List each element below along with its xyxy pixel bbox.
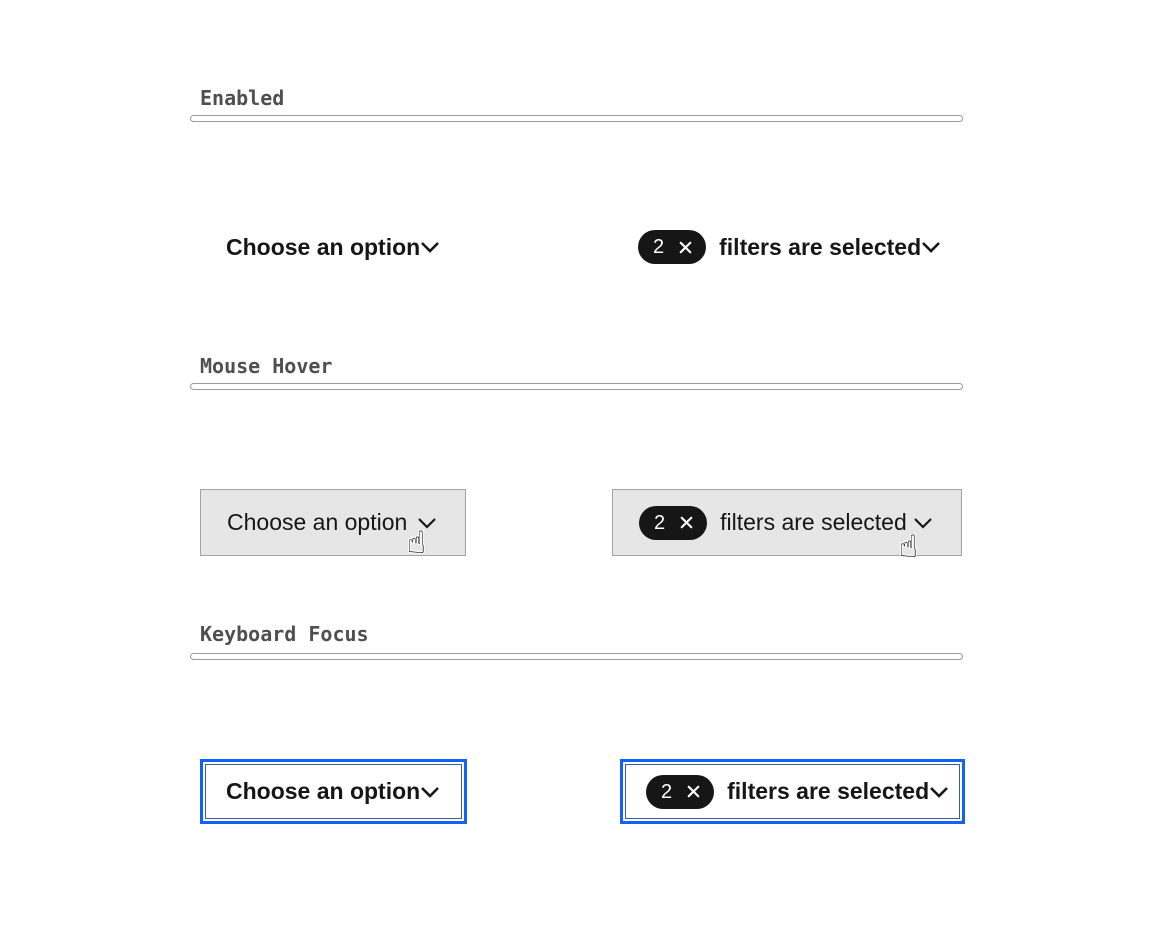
close-icon[interactable]: [678, 514, 695, 531]
section-title-mouse-hover: Mouse Hover: [200, 354, 333, 378]
selected-count-tag[interactable]: [639, 506, 707, 540]
tag-count: 2: [654, 511, 666, 534]
selected-count-tag[interactable]: [638, 230, 706, 264]
section-divider: [190, 383, 963, 390]
hand-cursor-icon: ☝: [407, 525, 426, 561]
dropdown-label: Choose an option: [226, 778, 421, 804]
chevron-down-icon: [929, 786, 949, 798]
multiselect-label: filters are selected: [727, 778, 930, 804]
close-icon[interactable]: [685, 783, 702, 800]
section-divider: [190, 115, 963, 122]
section-title-enabled: Enabled: [200, 86, 285, 110]
dropdown-label: Choose an option: [227, 509, 408, 535]
dropdown-label: Choose an option: [226, 233, 421, 260]
section-title-keyboard-focus: Keyboard Focus: [200, 622, 369, 646]
dropdown-enabled[interactable]: [200, 215, 466, 279]
selected-count-tag[interactable]: [646, 775, 714, 809]
dropdown-hover[interactable]: [200, 489, 466, 556]
close-icon[interactable]: [677, 239, 694, 256]
multiselect-label: filters are selected: [720, 509, 907, 535]
chevron-down-icon: [921, 241, 941, 253]
section-divider: [190, 653, 963, 660]
tag-count: 2: [661, 780, 673, 803]
dropdown-focused[interactable]: [200, 759, 467, 824]
multiselect-focused[interactable]: [620, 759, 965, 824]
chevron-down-icon: [420, 786, 440, 798]
tag-count: 2: [653, 236, 665, 258]
multiselect-enabled[interactable]: [612, 215, 962, 279]
hand-cursor-icon: ☝: [899, 529, 918, 565]
chevron-down-icon: [913, 517, 933, 529]
multiselect-label: filters are selected: [719, 233, 922, 260]
chevron-down-icon: [420, 241, 440, 253]
